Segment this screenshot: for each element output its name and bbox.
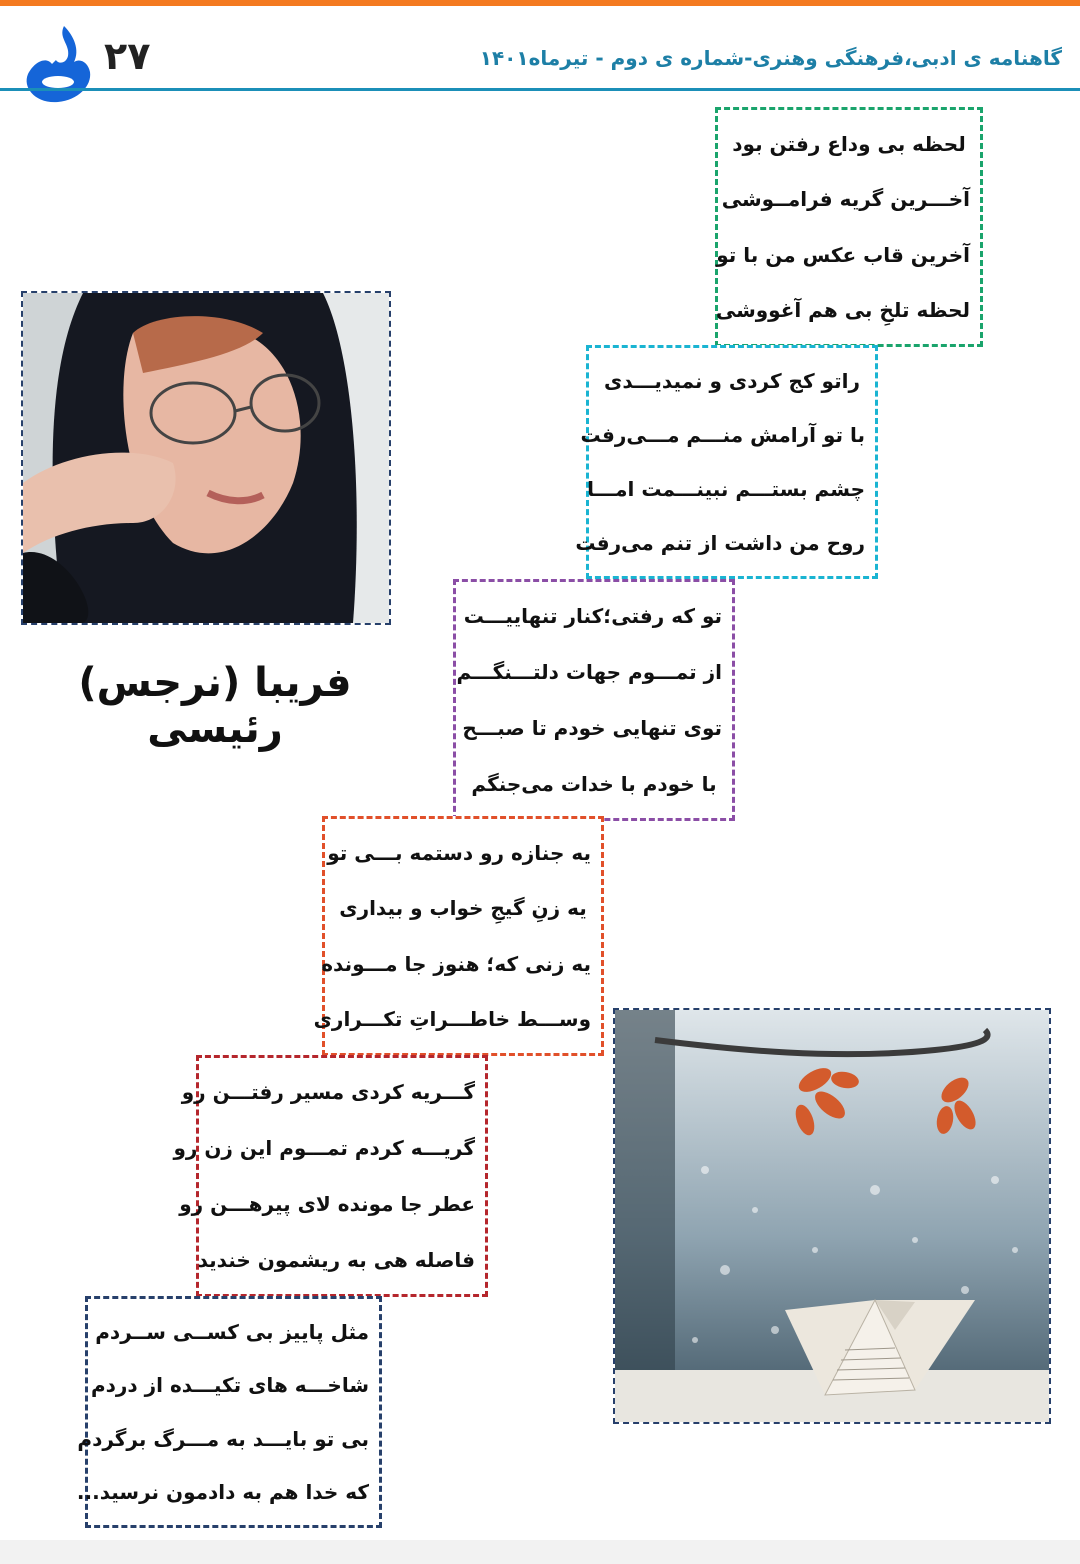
poem-stanza-3 <box>453 579 735 821</box>
poem-line: گـــریه کردی مسیر رفتـــن رو <box>181 1080 475 1104</box>
poem-line: وســـط خاطـــراتِ تکـــراری <box>313 1007 591 1032</box>
page-bottom-strip <box>0 1540 1080 1564</box>
poem-line: شاخـــه های تکیـــده از دردم <box>90 1373 369 1398</box>
poem-line: مثل پاییز بی کســی ســردم <box>95 1319 369 1344</box>
poem-line: فاصله هی به ریشمون خندید <box>197 1248 475 1272</box>
header-divider <box>0 88 1080 91</box>
poem-line: تو که رفتی؛کنار تنهاییـــت <box>463 604 722 628</box>
poem-stanza-6 <box>76 1296 382 1528</box>
poem-line: که خدا هم به دادمون نرسید... <box>76 1480 369 1505</box>
poem-line: از تمـــوم جهات دلتـــنگـــم <box>456 660 722 684</box>
poem-line: با تو آرامش منـــم مـــی‌رفت <box>580 423 865 447</box>
poem-line: لحظه تلخِ بی هم آغووشی <box>715 298 970 323</box>
poem-line: توی تنهایی خودم تا صبـــح <box>462 716 722 740</box>
poem-stanza-5 <box>173 1055 488 1297</box>
poem-line: چشم بستـــم نبینـــمت امـــا <box>587 477 865 501</box>
paper-boat-rain-image <box>613 1008 1051 1424</box>
poem-line: یه جنازه رو دستمه بـــی تو <box>327 840 591 865</box>
poem-line: عطر جا مونده لای پیرهـــن رو <box>179 1192 475 1216</box>
author-portrait-image <box>21 291 391 625</box>
magazine-header-title: گاهنامه ی ادبی،فرهنگی وهنری-شماره ی دوم - تیرماه۱۴۰۱ <box>479 46 1062 70</box>
poem-line: گریـــه کردم تمـــوم این زن رو <box>173 1136 475 1160</box>
poem-line: با خودم با خدات می‌جنگم <box>471 772 717 796</box>
poem-line: روح من داشت از تنم می‌رفت <box>575 531 865 555</box>
poem-stanza-2 <box>575 345 878 579</box>
poem-line: یه زنی که؛ هنوز جا مـــونده <box>321 951 591 976</box>
author-name: فریبا (نرجس) رئیسی <box>78 660 352 752</box>
poem-line: بی تو بایـــد به مـــرگ برگردم <box>77 1426 369 1451</box>
poem-line: لحظه بی وداع رفتن بود <box>732 131 966 156</box>
magazine-logo-icon <box>18 20 98 110</box>
poem-line: راتو کج کردی و نمیدیـــدی <box>604 369 860 393</box>
top-accent-bar <box>0 0 1080 6</box>
poem-line: آخرین قاب عکس من با تو <box>716 242 970 267</box>
poem-line: آخـــرین گریه فرامــوشی <box>721 187 970 212</box>
page-number: ۲۷ <box>104 34 151 78</box>
poem-stanza-1 <box>715 107 983 347</box>
poem-line: یه زنِ گیجِ خواب و بیداری <box>339 896 587 921</box>
poem-stanza-4 <box>313 816 604 1056</box>
